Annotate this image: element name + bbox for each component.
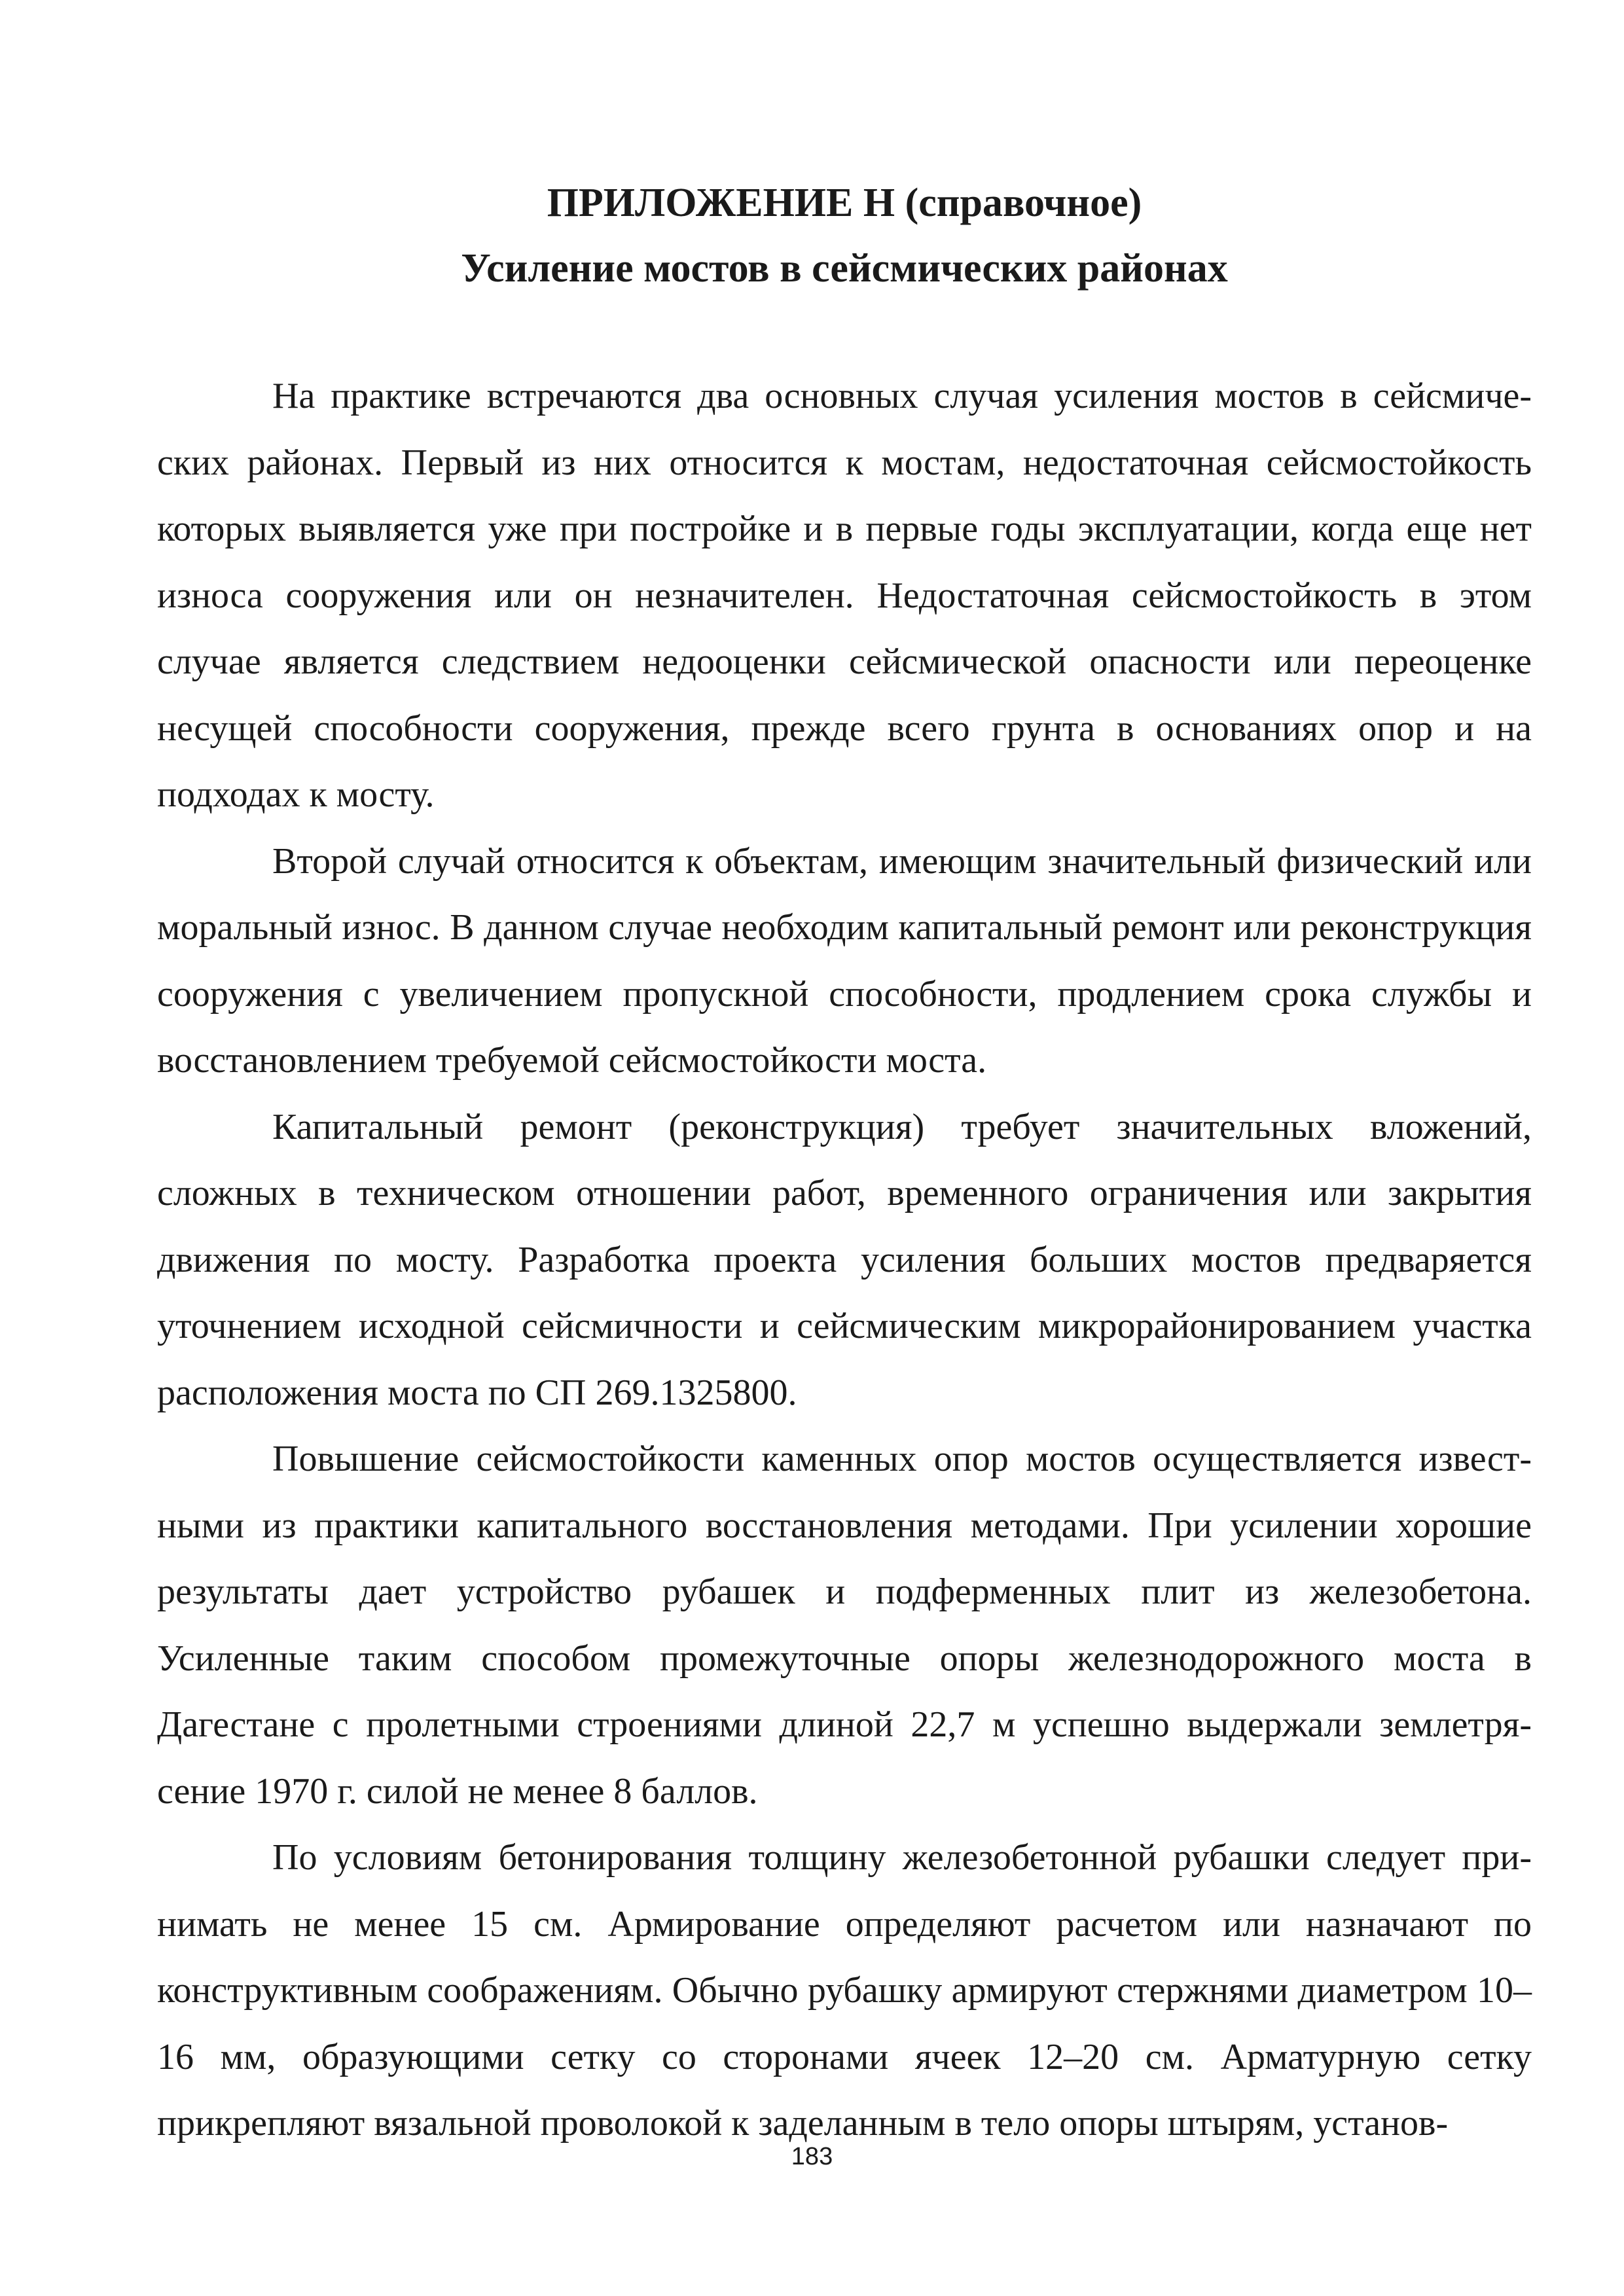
- section-title: Усиление мостов в сейсмических районах: [461, 246, 1228, 291]
- page-number: 183: [791, 2143, 833, 2170]
- paragraph-4: Повышение сейсмостойкости каменных опор мостов осуществляется известными из практики капитального восстановления методами. При усилении хорошие результаты дает устройство рубашек и подферменных плит из железобетона. Усиленные таким способом промежуточные опоры железнодорожного моста в Дагестане с пролетными строениями длиной 22,7 м успешно выдержали землетрясение 1970 г. силой не менее 8 баллов.: [157, 1439, 1532, 1812]
- appendix-title: ПРИЛОЖЕНИЕ Н (справочное): [547, 181, 1142, 225]
- paragraph-2: Второй случай относится к объектам, имеющим значительный физический или моральный износ. В данном случае необходим капитальный ремонт или реконструкция сооружения с увеличением пропускной способности, продлением срока службы и восстановлением требуемой сейсмостойкости моста.: [157, 840, 1532, 1081]
- page-content: [157, 157, 1532, 2157]
- paragraph-5: По условиям бетонирования толщину железобетонной рубашки следует принимать не менее 15 см. Армирование определяют расчетом или назначают по конструктивным соображениям. Обычно рубашку армируют стержнями диаметром 10–16 мм, образующими сетку со сторонами ячеек 12–20 см. Арматурную сетку прикрепляют вязальной проволокой к заделанным в тело опоры штырям, установ-: [157, 1837, 1532, 2144]
- paragraph-3: Капитальный ремонт (реконструкция) требует значительных вложений, сложных в техническом отношении работ, временного ограничения или закрытия движения по мосту. Разработка проекта усиления больших мостов предваряется уточнением исходной сейсмичности и сейсмическим микрорайонированием участка расположения моста по СП 269.1325800.: [157, 1106, 1532, 1413]
- paragraph-1: На практике встречаются два основных случая усиления мостов в сейсмических районах. Первый из них относится к мостам, недостаточная сейсмостойкость которых выявляется уже при постройке и в первые годы эксплуатации, когда еще нет износа сооружения или он незначителен. Недостаточная сейсмостойкость в этом случае является следствием недооценки сейсмической опасности или переоценке несущей способности сооружения, прежде всего грунта в основаниях опор и на подходах к мосту.: [157, 376, 1532, 815]
